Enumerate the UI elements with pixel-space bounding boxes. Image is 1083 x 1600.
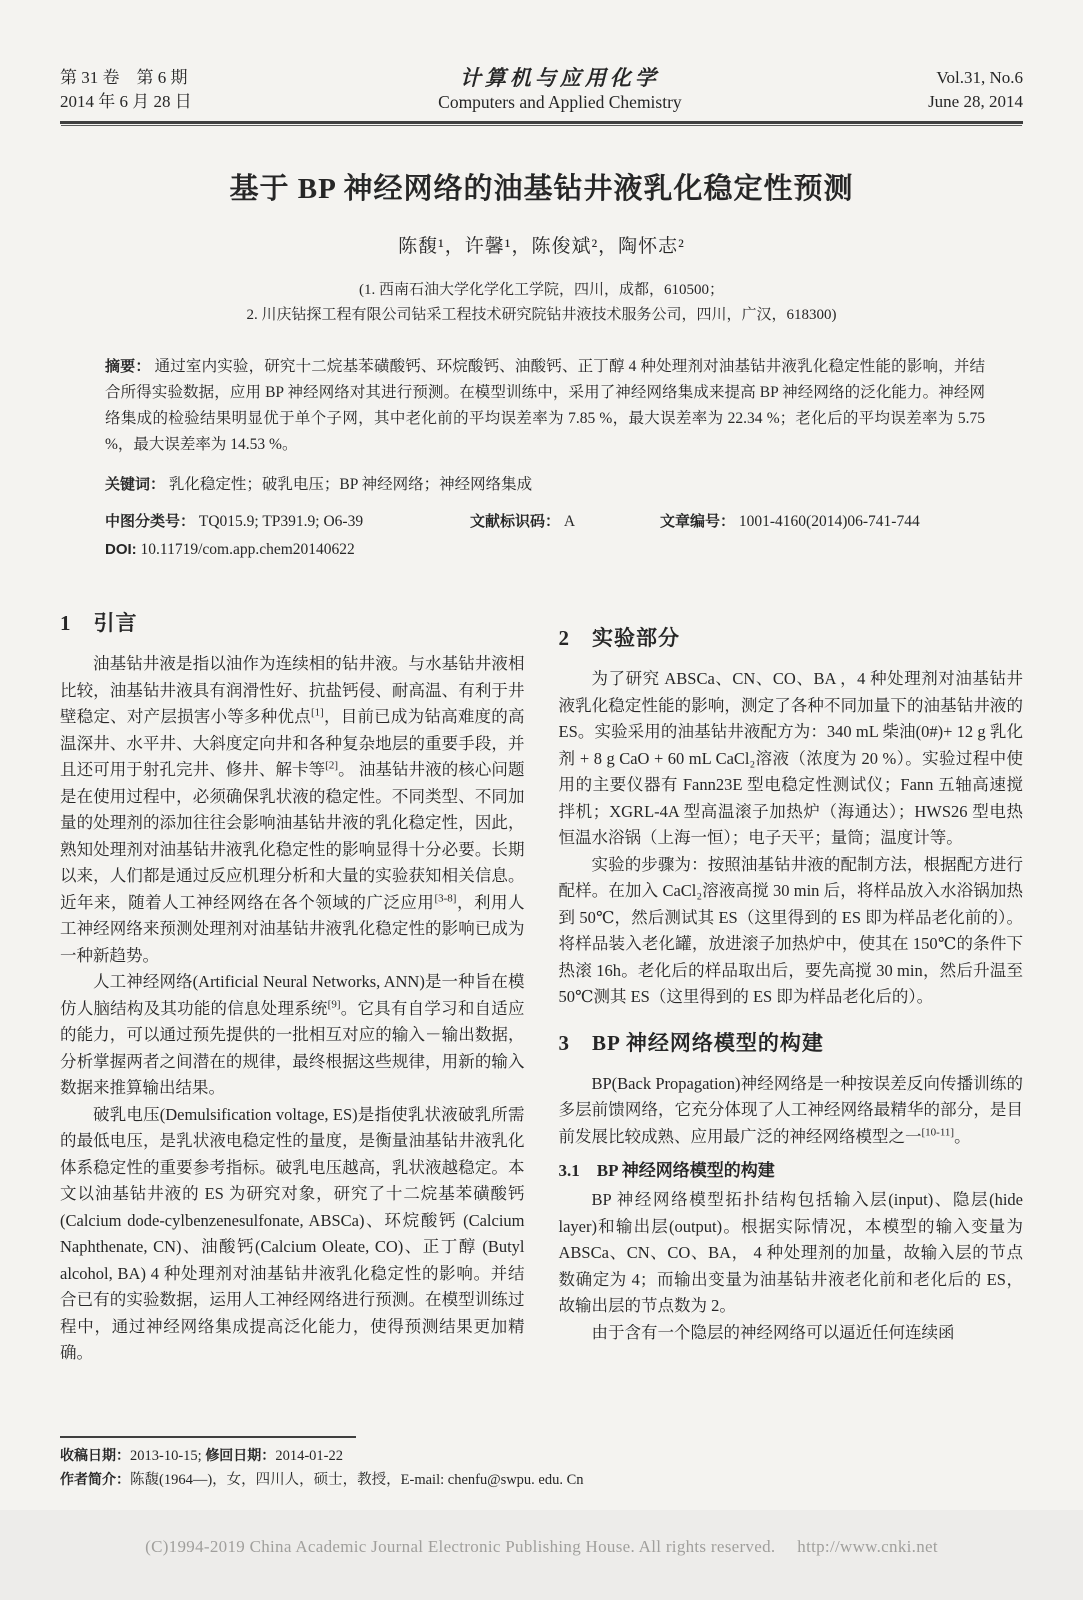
footnote-block <box>60 1436 1023 1492</box>
section-2-heading: 2 实验部分 <box>558 626 680 650</box>
left-column <box>60 607 525 1367</box>
author-bio-line <box>60 1468 1023 1492</box>
article-title: 基于 BP 神经网络的油基钻井液乳化稳定性预测 <box>229 173 854 205</box>
volume-issue: 第 31 卷 第 6 期 <box>60 68 188 87</box>
section-3-1-paragraph: 由于含有一个隐层的神经网络可以逼近任何连续函 <box>591 1322 955 1342</box>
abstract-label: 摘要： <box>105 358 151 375</box>
article-no-label: 文章编号： <box>660 513 736 530</box>
section-3-paragraph: BP(Back Propagation)神经网络是一种按误差反向传播训练的多层前馈网络，它充分体现了人工神经网络最精华的部分，是目前发展比较成熟、应用最广泛的神经网络模型之一[10-11]。 <box>558 1073 1023 1146</box>
bio-text: 陈馥(1964—)，女，四川人，硕士，教授，E-mail: chenfu@swpu. edu. Cn <box>130 1472 584 1488</box>
journal-name-en: Computers and Applied Chemistry <box>438 92 682 112</box>
header-vol-info <box>928 66 1023 114</box>
received-date: 2013-10-15; <box>130 1448 206 1464</box>
doc-code-block <box>470 510 660 531</box>
doc-code-label: 文献标识码： <box>470 513 561 530</box>
vol-no-en: Vol.31, No.6 <box>936 68 1023 87</box>
authors-line: 陈馥¹，许馨¹，陈俊斌²，陶怀志² <box>398 236 685 257</box>
section-1-paragraph: 破乳电压(Demulsification voltage, ES)是指使乳状液破乳所需的最低电压，是乳状液电稳定性的量度，是衡量油基钻井液乳化体系稳定性的重要参考指标。破乳电压越高，乳状液越稳定。本文以油基钻井液的 ES 为研究对象，研究了十二烷基苯磺酸钙 (Calcium dode-cylbenzenesulfonate, ABSCa)、环烷酸钙 (Calcium Naphthenate, CN)、油酸钙(Calcium Oleate, CO)、正丁醇 (Butyl alcohol, BA) 4 种处理剂对油基钻井液乳化稳定性的影响。并结合已有的实验数据，运用人工神经网络进行预测。在模型训练过程中，通过神经网络集成提高泛化能力，使得预测结果更加精确。 <box>60 1104 525 1362</box>
abstract-block <box>105 354 985 458</box>
journal-header <box>60 0 1023 114</box>
header-divider <box>60 121 1023 124</box>
section-2-paragraph: 为了研究 ABSCa、CN、CO、BA ，4 种处理剂对油基钻井液乳化稳定性能的影响，测定了各种不同加量下的油基钻井液的 ES。实验采用的油基钻井液配方为：340 mL 柴油(0#)+ 12 g 乳化剂 + 8 g CaO + 60 mL CaCl₂溶液（浓度为 20 %）。实验过程中使用的主要仪器有 Fann23E 型电稳定性测试仪；Fann 五轴高速搅拌机；XGRL-4A 型高温滚子加热炉（海通达）；HWS26 型电热恒温水浴锅（上海一恒）；电子天平；量筒；温度计等。 <box>558 669 1023 847</box>
section-3-1-heading: 3.1 BP 神经网络模型的构建 <box>558 1161 775 1180</box>
doi-block <box>105 541 985 559</box>
affiliations <box>60 278 1023 328</box>
affiliation-2: 2. 川庆钻探工程有限公司钻采工程技术研究院钻井液技术服务公司，四川，广汉，618300) <box>246 307 837 323</box>
section-1-paragraph: 人工神经网络(Artificial Neural Networks, ANN)是一种旨在模仿人脑结构及其功能的信息处理系统[9]。它具有自学习和自适应的能力，可以通过预先提供的一批相互对应的输入－输出数据，分析掌握两者之间潜在的规律，最终根据这些规律，用新的输入数据来推算输出结果。 <box>60 972 525 1097</box>
section-1-heading: 1 引言 <box>60 611 138 635</box>
article-no-block <box>660 510 920 531</box>
affiliation-1: (1. 西南石油大学化学化工学院，四川，成都，610500； <box>359 282 724 298</box>
section-1-paragraph: 油基钻井液是指以油作为连续相的钻井液。与水基钻井液相比较，油基钻井液具有润滑性好、抗盐钙侵、耐高温、有利于井壁稳定、对产层损害小等多种优点[1]，目前已成为钻高难度的高温深井、水平井、大斜度定向井和各种复杂地层的重要手段，并且还可用于射孔完井、修井、解卡等[2]。 油基钻井液的核心问题是在使用过程中，必须确保乳状液的稳定性。不同类型、不同加量的处理剂的添加往往会影响油基钻井液的乳化稳定性，因此，熟知处理剂对油基钻井液乳化稳定性的影响显得十分必要。长期以来，人们都是通过反应机理分析和大量的实验获知相关信息。近年来，随着人工神经网络在各个领域的广泛应用[3-8]，利用人工神经网络来预测处理剂对油基钻井液乳化稳定性的影响已成为一种新趋势。 <box>60 654 525 965</box>
two-column-body <box>60 607 1023 1367</box>
journal-name-cn: 计算机与应用化学 <box>459 66 660 90</box>
publish-date-en: June 28, 2014 <box>928 92 1023 111</box>
doi-label: DOI: <box>105 541 137 558</box>
copyright-line: (C)1994-2019 China Academic Journal Electronic Publishing House. All rights reserved. http://www.cnki.net <box>145 1537 938 1556</box>
bio-label: 作者简介： <box>60 1471 130 1487</box>
clc-value: TQ015.9; TP391.9; O6-39 <box>198 513 364 530</box>
header-issue-info <box>60 66 192 114</box>
doi-value: 10.11719/com.app.chem20140622 <box>140 541 355 558</box>
meta-row <box>105 510 985 531</box>
revised-label: 修回日期： <box>205 1447 276 1463</box>
keywords-block <box>105 472 985 494</box>
footnote-divider <box>60 1436 356 1438</box>
right-column <box>559 607 1024 1346</box>
article-no-value: 1001-4160(2014)06-741-744 <box>738 513 920 530</box>
publish-date-cn: 2014 年 6 月 28 日 <box>60 92 192 111</box>
keywords-text: 乳化稳定性；破乳电压；BP 神经网络；神经网络集成 <box>168 476 533 493</box>
clc-block <box>105 510 470 531</box>
journal-name-block <box>438 66 682 114</box>
clc-label: 中图分类号： <box>105 513 196 530</box>
section-3-1-paragraph: BP 神经网络模型拓扑结构包括输入层(input)、隐层(hide layer)和输出层(output)。根据实际情况，本模型的输入变量为 ABSCa、CN、CO、BA， 4 种处理剂的加量，故输入层的节点数确定为 4；而输出变量为油基钻井液老化前和老化后的 ES，故输出层的节点数为 2。 <box>558 1190 1023 1315</box>
received-label: 收稿日期： <box>60 1447 130 1463</box>
revised-date: 2014-01-22 <box>275 1448 343 1464</box>
keywords-label: 关键词： <box>105 476 166 493</box>
doc-code-value: A <box>563 513 576 530</box>
abstract-text: 通过室内实验，研究十二烷基苯磺酸钙、环烷酸钙、油酸钙、正丁醇 4 种处理剂对油基钻井液乳化稳定性能的影响，并结合所得实验数据，应用 BP 神经网络对其进行预测。在模型训练中，采用了神经网络集成来提高 BP 神经网络的泛化能力。神经网络集成的检验结果明显优于单个子网，其中老化前的平均误差率为 7.85 %，最大误差率为 22.34 %；老化后的平均误差率为 5.75 %，最大误差率为 14.53 %。 <box>105 358 985 453</box>
section-2-paragraph: 实验的步骤为：按照油基钻井液的配制方法，根据配方进行配样。在加入 CaCl₂溶液高搅 30 min 后，将样品放入水浴锅加热到 50℃，然后测试其 ES（这里得到的 ES 即为样品老化前的）。将样品装入老化罐，放进滚子加热炉中，使其在 150℃的条件下热滚 16h。老化后的样品取出后，要先高搅 30 min，然后升温至 50℃测其 ES（这里得到的 ES 即为样品老化后的）。 <box>558 854 1023 1006</box>
section-3-heading: 3 BP 神经网络模型的构建 <box>558 1030 824 1055</box>
dates-line <box>60 1444 1023 1468</box>
